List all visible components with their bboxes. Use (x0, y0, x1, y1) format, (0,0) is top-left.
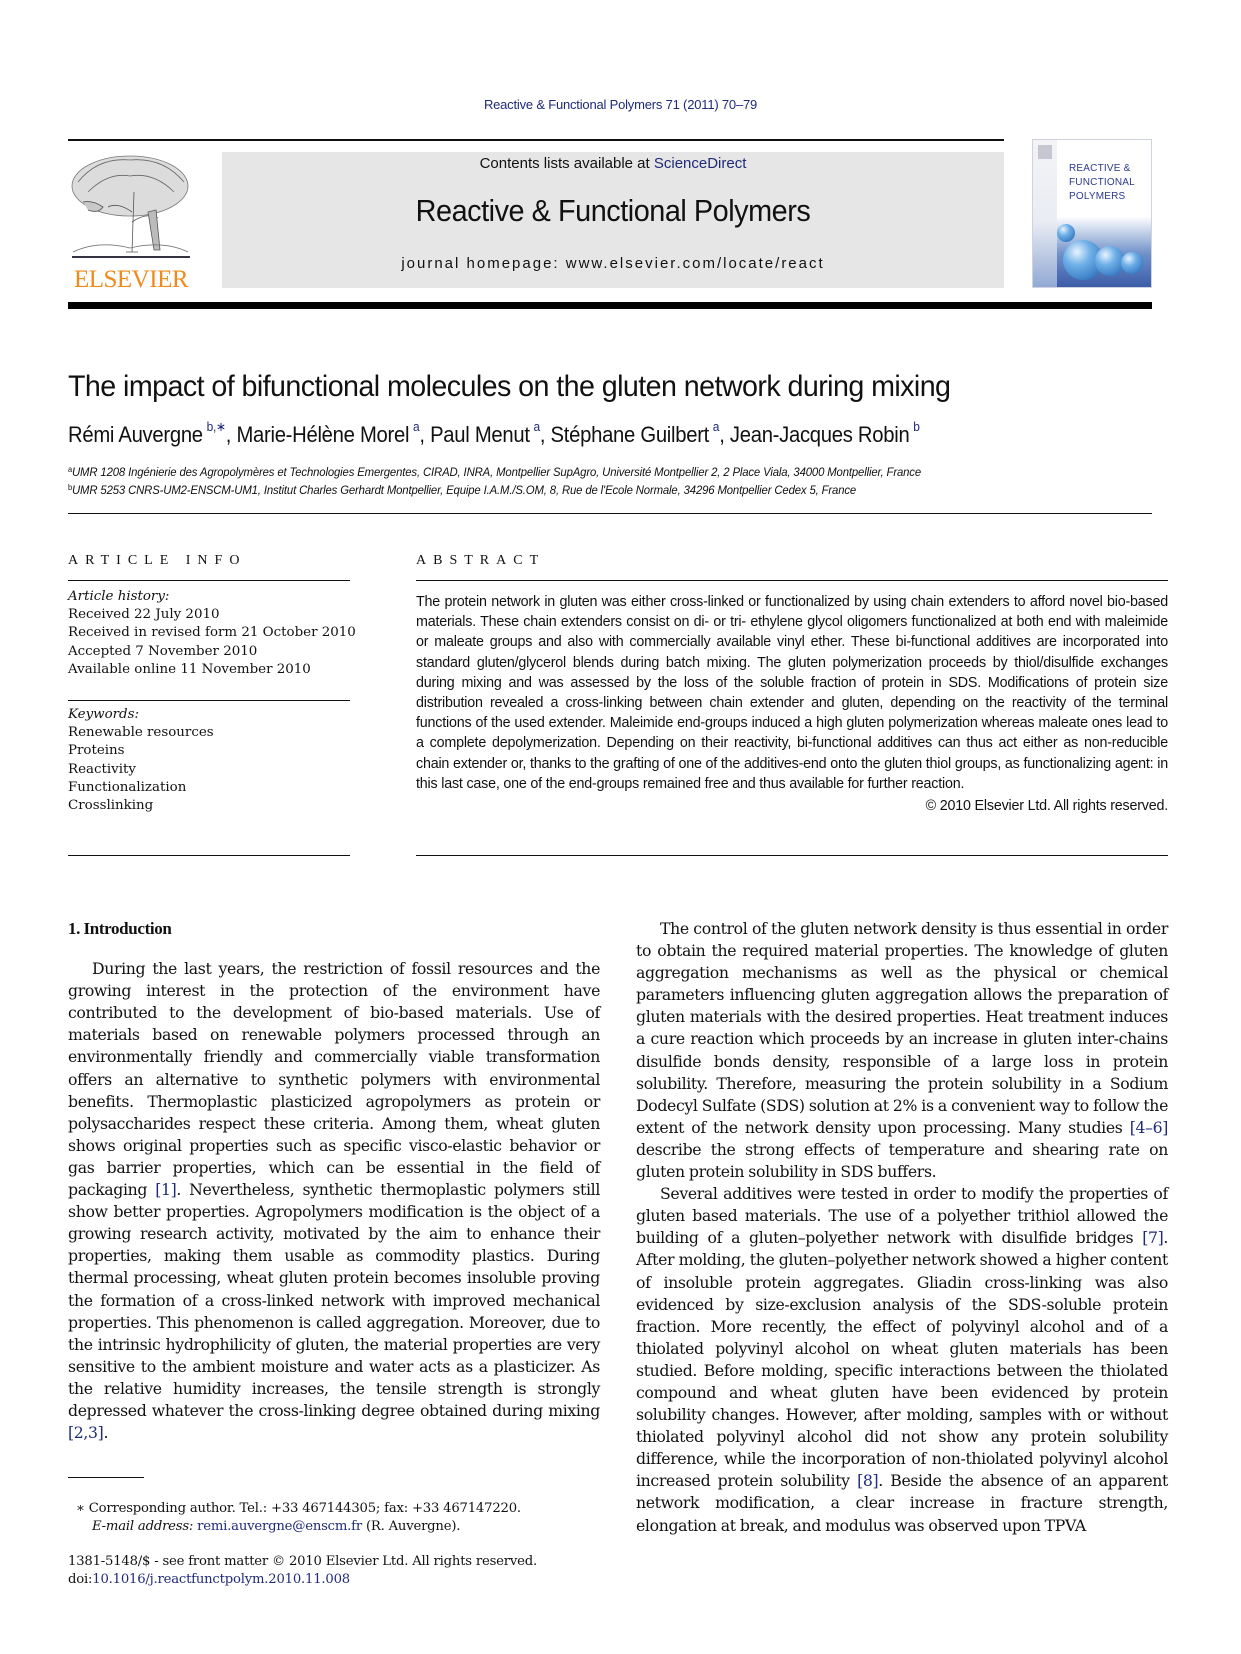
email-label: E-mail address: (92, 1519, 194, 1534)
elsevier-tree-icon (68, 152, 192, 260)
paragraph-text: The control of the gluten network density is thus essential in order to obtain the required material properties. The knowledge of gluten aggregation mechanisms as well as the physical or chemical parameters influencing gluten aggregation allows the preparation of gluten materials with the desired properties. Heat treatment induces a cure reaction which proceeds by an increase in gluten inter-chains disulfide bonds density, responsible of a large loss in protein solubility. Therefore, measuring the protein solubility in a Sodium Dodecyl Sulfate (SDS) solution at 2% is a convenient way to follow the extent of the network density upon processing. Many studies (636, 919, 1168, 1137)
paragraph (636, 1183, 1168, 1537)
paragraph (68, 958, 600, 1444)
elsevier-wordmark: ELSEVIER (73, 266, 189, 293)
footnote-mark: ∗ (75, 1501, 85, 1516)
cover-title-line: REACTIVE & (1069, 163, 1131, 174)
cover-bubble-icon (1121, 252, 1143, 274)
author-name[interactable]: Jean-Jacques Robin (729, 422, 910, 447)
affiliation-a (68, 465, 921, 479)
keyword: Renewable resources (68, 725, 214, 741)
affiliation-mark: b (68, 483, 73, 492)
doi-prefix: doi: (68, 1572, 93, 1587)
email-link[interactable]: remi.auvergne@enscm.fr (197, 1519, 362, 1534)
citation-link[interactable]: [7] (1142, 1228, 1164, 1248)
elsevier-logo[interactable] (68, 152, 194, 293)
history-revised: Received in revised form 21 October 2010 (68, 625, 356, 641)
paragraph-text: Several additives were tested in order to modify the properties of gluten based materials. The use of a polyether trithiol allowed the building of a gluten–polyether network with disulfide bridges (636, 1184, 1168, 1248)
paragraph-text: describe the strong effects of temperature and shearing rate on gluten protein solubility in SDS buffers. (636, 1139, 1168, 1182)
cover-elsevier-mini-logo-icon (1038, 145, 1052, 159)
author-affiliation-mark[interactable]: a (533, 419, 540, 434)
corresponding-author-note (68, 1500, 521, 1518)
contents-line (222, 155, 1004, 172)
masthead-top-rule (68, 139, 1004, 141)
author-affiliation-mark[interactable]: b (913, 419, 920, 434)
keywords (68, 706, 351, 815)
sciencedirect-link[interactable]: ScienceDirect (653, 155, 747, 172)
keywords-rule (68, 700, 350, 701)
author-name[interactable]: Rémi Auvergne (68, 422, 203, 447)
abstract-rule (416, 580, 1168, 581)
history-accepted: Accepted 7 November 2010 (68, 643, 258, 659)
section-heading-introduction: 1. Introduction (68, 919, 172, 938)
journal-cover-thumbnail[interactable] (1032, 139, 1152, 288)
cover-bubble-icon (1057, 224, 1075, 242)
keywords-label: Keywords: (68, 707, 140, 722)
cover-spine (1033, 140, 1057, 288)
history-received: Received 22 July 2010 (68, 607, 220, 623)
author-affiliation-mark[interactable]: a (412, 419, 420, 434)
abstract-bottom-rule (416, 855, 1168, 856)
article-info-bottom-rule (68, 855, 350, 856)
paragraph-text: During the last years, the restriction of fossil resources and the growing interest in the protection of the environment have contributed to the development of bio-based materials. Use of materials based on renewable polymers processed through an environmentally friendly and commercially viable transformation offers an alternative to synthetic polymers with environmental benefits. Thermoplastic plasticized agropolymers as protein or polysaccharides respect these criteria. Among them, wheat gluten shows original properties such as specific visco-elastic behavior or gas barrier properties, which can be essential in the field of packaging (68, 959, 600, 1200)
doi-link[interactable]: 10.1016/j.reactfunctpolym.2010.11.008 (92, 1572, 350, 1587)
article-title: The impact of bifunctional molecules on the gluten network during mixing (68, 370, 951, 403)
journal-masthead-band (222, 152, 1004, 288)
affiliation-text: UMR 5253 CNRS-UM2-ENSCM-UM1, Institut Charles Gerhardt Montpellier, Equipe I.A.M./S.OM, 8, Rue de l'Ecole Normale, 34296 Montpellier Cedex 5, France (72, 483, 857, 497)
paragraph-text: . Beside the absence of an apparent network modification, a clear increase in fracture strength, elongation at break, and modulus was observed upon TPVA (636, 1471, 1168, 1535)
journal-homepage-link[interactable]: journal homepage: www.elsevier.com/locate/react (401, 255, 825, 272)
author-name[interactable]: Marie-Hélène Morel (236, 422, 410, 447)
paragraph-text: . Nevertheless, synthetic thermoplastic polymers still show better properties. Agropolymers modification is the object of a growing research activity, motivated by the aim to enhance their properties, making them usable as commodity plastics. During thermal processing, wheat gluten protein becomes insoluble proving the formation of a cross-linked network with improved mechanical properties. This phenomenon is called aggregation. Moreover, due to the intrinsic hydrophilicity of gluten, the material properties are very sensitive to the ambient moisture and water acts as a plasticizer. As the relative humidity increases, the tensile strength is strongly depressed whatever the cross-linking degree obtained during mixing (68, 1180, 601, 1420)
paragraph (636, 918, 1168, 1183)
masthead-bottom-bar (68, 302, 1152, 309)
abstract-heading: ABSTRACT (416, 553, 546, 568)
abstract-text: The protein network in gluten was either cross-linked or functionalized by using chain extenders to afford novel bio-based materials. These chain extenders consist on di- or tri- ethylene glycol oligomers functionalized at both end with maleimide or maleate groups and also with commercially available vinyl ether. These bi-functional additives are incorporated into standard gluten/glycerol blends during batch mixing. The gluten polymerization proceeds by thiol/disulfide exchanges during mixing and was assessed by the loss of the soluble fraction of protein in SDS. Modifications of protein size distribution revealed a cross-linking between chain extender and gluten, depending on the reactivity of the terminal functions of the used extender. Maleimide end-groups induced a high gluten polymerization whereas maleate ones lead to a complete depolymerization. Depending on their reactivity, bi-functional additives can thus act either as non-reducible chain extender or, thanks to the grafting of one of the additives-end onto the gluten thiol groups, as functionalizing agent: in this last case, one of the end-groups remained free and thus available for further reaction. (416, 594, 1168, 792)
article-info-heading: ARTICLE INFO (68, 553, 247, 568)
citation-link[interactable]: [1] (155, 1180, 177, 1200)
author-affiliation-mark[interactable]: a (712, 419, 720, 434)
article-history (68, 588, 356, 679)
paragraph-text: . (103, 1423, 109, 1443)
running-head[interactable]: Reactive & Functional Polymers 71 (2011) 70–79 (483, 97, 758, 112)
author-affiliation-mark[interactable]: b,∗ (206, 419, 226, 434)
keyword: Functionalization (68, 779, 187, 795)
doi-line (68, 1571, 350, 1589)
header-divider (68, 513, 1152, 514)
corresponding-text: Corresponding author. Tel.: +33 467144305; fax: +33 467147220. (88, 1501, 521, 1516)
body-left-column (68, 918, 600, 1444)
abstract-body (416, 592, 1168, 816)
author-name[interactable]: Paul Menut (430, 422, 530, 447)
abstract-copyright: © 2010 Elsevier Ltd. All rights reserved. (925, 798, 1168, 815)
citation-link[interactable]: [4–6] (1129, 1117, 1168, 1137)
issn-line: 1381-5148/$ - see front matter © 2010 Elsevier Ltd. All rights reserved. (68, 1554, 537, 1569)
cover-title (1069, 162, 1135, 204)
contents-prefix: Contents lists available at (479, 155, 654, 172)
footnote-rule (68, 1477, 144, 1478)
cover-title-line: FUNCTIONAL (1069, 177, 1135, 188)
author-name[interactable]: Stéphane Guilbert (550, 422, 710, 447)
affiliation-mark: a (68, 465, 73, 474)
affiliation-text: UMR 1208 Ingénierie des Agropolymères et Technologies Emergentes, CIRAD, INRA, Montpellier SupAgro, Université Montpellier 2, 2 Place Viala, 34000 Montpellier, France (72, 465, 921, 479)
author-list: Rémi Auvergne $^{b,∗}$, Marie-Hélène Morel $^a$, Paul Menut $^a$, Stéphane Guilbert $^a$, Jean-Jacques Robin $^b$ (68, 419, 920, 447)
history-label: Article history: (68, 589, 170, 604)
journal-title: Reactive & Functional Polymers (415, 193, 811, 228)
citation-link[interactable]: [2,3] (68, 1423, 104, 1443)
affiliation-b (68, 483, 856, 497)
keyword: Reactivity (68, 761, 136, 777)
keyword: Crosslinking (68, 798, 154, 814)
citation-link[interactable]: [8] (857, 1471, 879, 1491)
history-online: Available online 11 November 2010 (68, 661, 311, 677)
keyword: Proteins (68, 743, 125, 759)
email-note (92, 1518, 460, 1536)
article-info-rule (68, 580, 350, 581)
paragraph-text: . After molding, the gluten–polyether network showed a higher content of insoluble protein aggregates. Gliadin cross-linking was also evidenced by size-exclusion analysis of the SDS-soluble protein fraction. More recently, the effect of polyvinyl alcohol and of a thiolated polyvinyl alcohol on wheat gluten materials has been studied. Before molding, specific interactions between the thiolated compound and wheat gluten have been evidenced by protein solubility changes. However, after molding, samples with or without thiolated polyvinyl alcohol did not show any protein solubility difference, while the incorporation of non-thiolated polyvinyl alcohol increased protein solubility (636, 1228, 1168, 1491)
email-suffix: (R. Auvergne). (361, 1519, 461, 1534)
cover-title-line: POLYMERS (1069, 191, 1126, 202)
body-right-column (636, 918, 1168, 1537)
